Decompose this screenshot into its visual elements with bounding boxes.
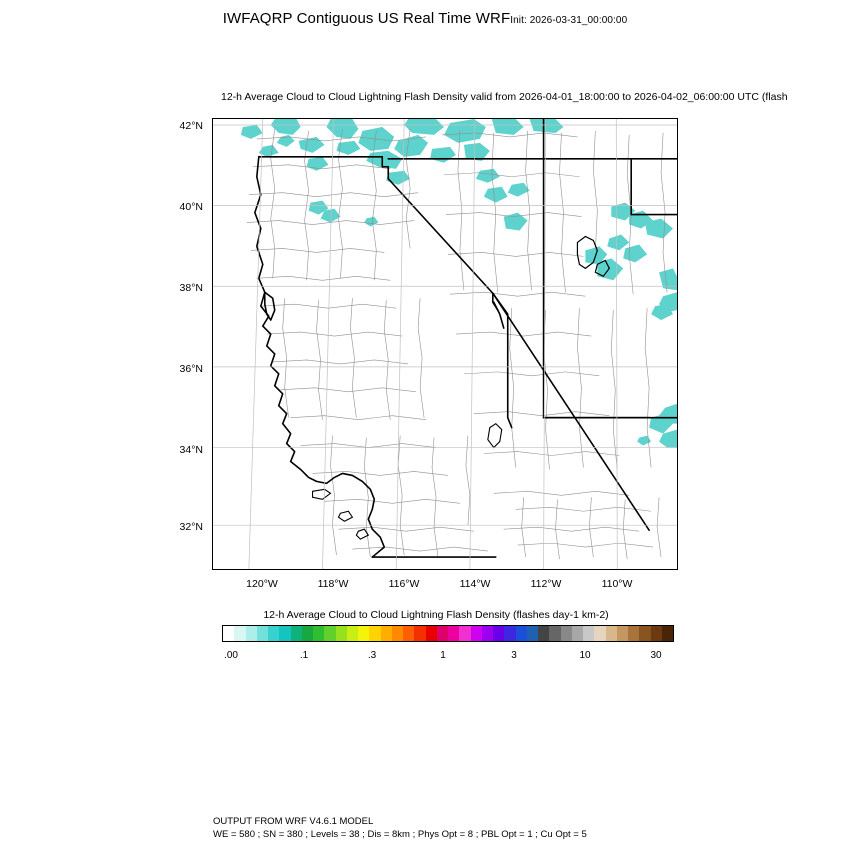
colorbar-swatch-21 xyxy=(459,626,470,641)
colorbar-swatch-16 xyxy=(403,626,414,641)
state-boundaries xyxy=(255,119,677,557)
lon-label-118w: 118°W xyxy=(317,578,349,590)
colorbar-swatch-19 xyxy=(437,626,448,641)
lon-label-114w: 114°W xyxy=(459,578,491,590)
colorbar-swatch-35 xyxy=(617,626,628,641)
lon-label-112w: 112°W xyxy=(530,578,562,590)
colorbar-tick-4: 3 xyxy=(511,650,517,661)
county-boundaries xyxy=(247,129,667,559)
lon-label-116w: 116°W xyxy=(388,578,420,590)
colorbar xyxy=(222,625,674,642)
colorbar-swatch-39 xyxy=(662,626,673,641)
colorbar-tick-0: .00 xyxy=(224,650,238,661)
colorbar-swatch-30 xyxy=(561,626,572,641)
colorbar-swatch-9 xyxy=(324,626,335,641)
colorbar-swatch-36 xyxy=(628,626,639,641)
coastal-islands xyxy=(313,424,502,539)
page-title-init: Init: 2026-03-31_00:00:00 xyxy=(510,15,628,26)
colorbar-swatch-28 xyxy=(538,626,549,641)
lat-label-42n: 42°N xyxy=(179,120,203,132)
colorbar-swatch-18 xyxy=(426,626,437,641)
footer-line-2: WE = 580 ; SN = 380 ; Levels = 38 ; Dis = 8km ; Phys Opt = 8 ; PBL Opt = 1 ; Cu Opt = 5 xyxy=(213,829,587,840)
colorbar-swatch-3 xyxy=(257,626,268,641)
colorbar-swatch-13 xyxy=(369,626,380,641)
colorbar-swatch-24 xyxy=(493,626,504,641)
colorbar-swatch-7 xyxy=(302,626,313,641)
colorbar-swatch-33 xyxy=(594,626,605,641)
colorbar-swatch-0 xyxy=(223,626,234,641)
colorbar-swatch-38 xyxy=(651,626,662,641)
colorbar-tick-2: .3 xyxy=(367,650,377,661)
lat-label-40n: 40°N xyxy=(179,201,203,213)
colorbar-swatch-15 xyxy=(392,626,403,641)
colorbar-swatch-23 xyxy=(482,626,493,641)
colorbar-tick-3: 1 xyxy=(440,650,446,661)
lat-label-38n: 38°N xyxy=(179,282,203,294)
colorbar-swatch-31 xyxy=(572,626,583,641)
colorbar-swatch-8 xyxy=(313,626,324,641)
colorbar-tick-1: .1 xyxy=(299,650,309,661)
colorbar-swatch-17 xyxy=(414,626,425,641)
colorbar-swatch-5 xyxy=(279,626,290,641)
colorbar-swatch-2 xyxy=(246,626,257,641)
colorbar-swatch-37 xyxy=(639,626,650,641)
colorbar-swatch-25 xyxy=(504,626,515,641)
lat-label-34n: 34°N xyxy=(179,444,203,456)
colorbar-title: 12-h Average Cloud to Cloud Lightning Flash Density (flashes day-1 km-2) xyxy=(263,609,609,621)
colorbar-swatch-12 xyxy=(358,626,369,641)
page-title xyxy=(0,10,850,27)
colorbar-swatch-4 xyxy=(268,626,279,641)
panel-subtitle: 12-h Average Cloud to Cloud Lightning Flash Density valid from 2026-04-01_18:00:00 to 2026-04-02_06:00:00 UTC (flash xyxy=(221,91,788,103)
lat-label-36n: 36°N xyxy=(179,363,203,375)
colorbar-tick-5: 10 xyxy=(579,650,591,661)
colorbar-tick-6: 30 xyxy=(650,650,662,661)
footer-line-1: OUTPUT FROM WRF V4.6.1 MODEL xyxy=(213,816,374,827)
lat-label-32n: 32°N xyxy=(179,521,203,533)
map-panel[interactable] xyxy=(212,118,678,570)
lon-label-120w: 120°W xyxy=(246,578,278,590)
colorbar-swatch-6 xyxy=(291,626,302,641)
colorbar-swatch-29 xyxy=(549,626,560,641)
page-title-main: IWFAQRP Contiguous US Real Time WRF xyxy=(222,10,511,27)
flash-density-shading xyxy=(241,119,677,448)
colorbar-swatch-26 xyxy=(516,626,527,641)
colorbar-swatch-22 xyxy=(471,626,482,641)
footer xyxy=(213,815,587,841)
colorbar-swatch-20 xyxy=(448,626,459,641)
colorbar-swatch-32 xyxy=(583,626,594,641)
colorbar-swatch-10 xyxy=(336,626,347,641)
map-canvas xyxy=(213,119,677,569)
colorbar-swatch-11 xyxy=(347,626,358,641)
lon-label-110w: 110°W xyxy=(601,578,633,590)
colorbar-swatch-14 xyxy=(381,626,392,641)
colorbar-swatch-34 xyxy=(606,626,617,641)
colorbar-swatch-1 xyxy=(234,626,245,641)
colorbar-swatch-27 xyxy=(527,626,538,641)
